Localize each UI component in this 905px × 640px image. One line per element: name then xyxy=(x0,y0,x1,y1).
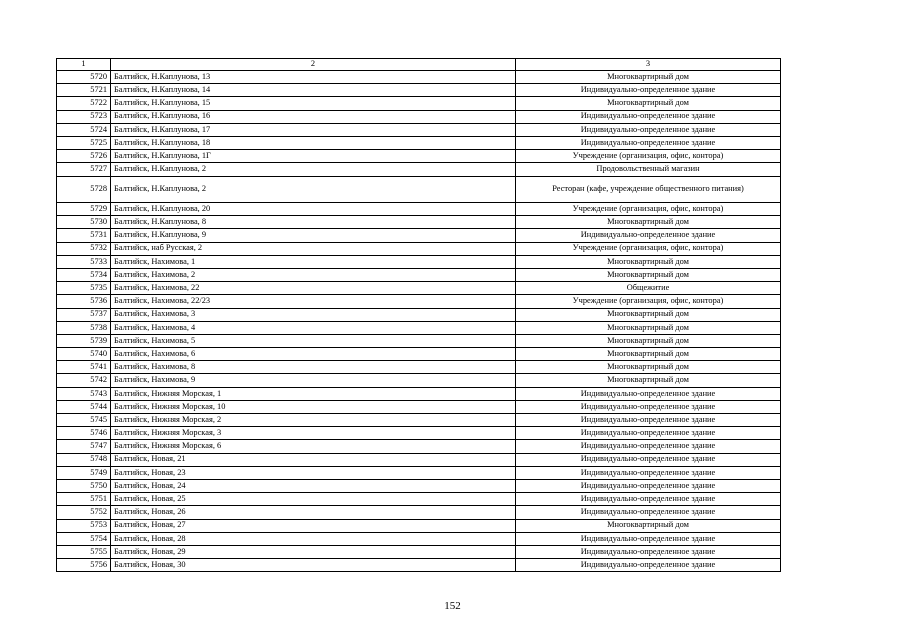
row-address: Балтийск, Н.Каплунова, 13 xyxy=(111,71,516,84)
row-number: 5747 xyxy=(57,440,111,453)
row-address: Балтийск, Нахимова, 22/23 xyxy=(111,295,516,308)
column-header-2: 2 xyxy=(111,59,516,71)
row-address: Балтийск, Новая, 25 xyxy=(111,493,516,506)
table-row xyxy=(57,440,781,453)
row-address: Балтийск, Новая, 27 xyxy=(111,519,516,532)
row-object-type: Продовольственный магазин xyxy=(516,163,781,176)
table-row xyxy=(57,427,781,440)
row-object-type: Многоквартирный дом xyxy=(516,348,781,361)
row-address: Балтийск, Нахимова, 4 xyxy=(111,321,516,334)
row-address: Балтийск, Новая, 26 xyxy=(111,506,516,519)
table-row xyxy=(57,400,781,413)
table-row xyxy=(57,545,781,558)
row-address: Балтийск, Н.Каплунова, 20 xyxy=(111,203,516,216)
column-header-row xyxy=(57,59,781,71)
table-row xyxy=(57,414,781,427)
table-row xyxy=(57,334,781,347)
row-number: 5752 xyxy=(57,506,111,519)
table-row xyxy=(57,493,781,506)
row-number: 5754 xyxy=(57,532,111,545)
row-address: Балтийск, Нижняя Морская, 6 xyxy=(111,440,516,453)
row-address: Балтийск, Н.Каплунова, 18 xyxy=(111,136,516,149)
row-object-type: Индивидуально-определенное здание xyxy=(516,532,781,545)
row-object-type: Индивидуально-определенное здание xyxy=(516,123,781,136)
row-address: Балтийск, Нахимова, 8 xyxy=(111,361,516,374)
row-object-type: Многоквартирный дом xyxy=(516,268,781,281)
row-address: Балтийск, Нижняя Морская, 1 xyxy=(111,387,516,400)
row-address: Балтийск, Нахимова, 5 xyxy=(111,334,516,347)
row-object-type: Индивидуально-определенное здание xyxy=(516,110,781,123)
row-object-type: Индивидуально-определенное здание xyxy=(516,440,781,453)
row-number: 5742 xyxy=(57,374,111,387)
row-object-type: Индивидуально-определенное здание xyxy=(516,414,781,427)
row-object-type: Учреждение (организация, офис, контора) xyxy=(516,203,781,216)
row-object-type: Индивидуально-определенное здание xyxy=(516,387,781,400)
row-address: Балтийск, Нижняя Морская, 3 xyxy=(111,427,516,440)
row-number: 5731 xyxy=(57,229,111,242)
table-row xyxy=(57,295,781,308)
row-address: Балтийск, Н.Каплунова, 16 xyxy=(111,110,516,123)
row-number: 5739 xyxy=(57,334,111,347)
table-row xyxy=(57,348,781,361)
table-row xyxy=(57,321,781,334)
row-address: Балтийск, Нижняя Морская, 2 xyxy=(111,414,516,427)
row-address: Балтийск, наб Русская, 2 xyxy=(111,242,516,255)
row-object-type: Индивидуально-определенное здание xyxy=(516,453,781,466)
row-object-type: Многоквартирный дом xyxy=(516,361,781,374)
row-address: Балтийск, Н.Каплунова, 9 xyxy=(111,229,516,242)
row-object-type: Индивидуально-определенное здание xyxy=(516,466,781,479)
row-number: 5744 xyxy=(57,400,111,413)
row-address: Балтийск, Новая, 23 xyxy=(111,466,516,479)
row-number: 5722 xyxy=(57,97,111,110)
table-row xyxy=(57,479,781,492)
row-object-type: Многоквартирный дом xyxy=(516,374,781,387)
row-object-type: Индивидуально-определенное здание xyxy=(516,84,781,97)
row-address: Балтийск, Нахимова, 3 xyxy=(111,308,516,321)
row-object-type: Многоквартирный дом xyxy=(516,71,781,84)
row-address: Балтийск, Н.Каплунова, 17 xyxy=(111,123,516,136)
row-number: 5724 xyxy=(57,123,111,136)
row-number: 5756 xyxy=(57,559,111,572)
table-row xyxy=(57,559,781,572)
row-object-type: Индивидуально-определенное здание xyxy=(516,427,781,440)
row-number: 5721 xyxy=(57,84,111,97)
row-number: 5746 xyxy=(57,427,111,440)
row-object-type: Учреждение (организация, офис, контора) xyxy=(516,150,781,163)
row-number: 5727 xyxy=(57,163,111,176)
table-row xyxy=(57,255,781,268)
table-row xyxy=(57,97,781,110)
registry-table-body xyxy=(57,59,781,572)
table-row xyxy=(57,150,781,163)
row-object-type: Многоквартирный дом xyxy=(516,519,781,532)
row-object-type: Индивидуально-определенное здание xyxy=(516,545,781,558)
row-object-type: Индивидуально-определенное здание xyxy=(516,506,781,519)
row-address: Балтийск, Н.Каплунова, 14 xyxy=(111,84,516,97)
row-number: 5729 xyxy=(57,203,111,216)
row-object-type: Учреждение (организация, офис, контора) xyxy=(516,295,781,308)
row-address: Балтийск, Нахимова, 1 xyxy=(111,255,516,268)
table-row xyxy=(57,506,781,519)
row-number: 5749 xyxy=(57,466,111,479)
row-number: 5734 xyxy=(57,268,111,281)
row-number: 5728 xyxy=(57,176,111,203)
row-number: 5745 xyxy=(57,414,111,427)
table-row xyxy=(57,361,781,374)
row-number: 5723 xyxy=(57,110,111,123)
row-object-type: Многоквартирный дом xyxy=(516,97,781,110)
column-header-1: 1 xyxy=(57,59,111,71)
row-object-type: Многоквартирный дом xyxy=(516,216,781,229)
row-address: Балтийск, Нижняя Морская, 10 xyxy=(111,400,516,413)
row-object-type: Индивидуально-определенное здание xyxy=(516,493,781,506)
row-object-type: Индивидуально-определенное здание xyxy=(516,400,781,413)
row-number: 5743 xyxy=(57,387,111,400)
row-object-type: Многоквартирный дом xyxy=(516,308,781,321)
table-row xyxy=(57,268,781,281)
row-address: Балтийск, Новая, 28 xyxy=(111,532,516,545)
table-row xyxy=(57,282,781,295)
row-address: Балтийск, Н.Каплунова, 2 xyxy=(111,163,516,176)
column-header-3: 3 xyxy=(516,59,781,71)
row-object-type: Многоквартирный дом xyxy=(516,255,781,268)
table-row xyxy=(57,71,781,84)
row-number: 5753 xyxy=(57,519,111,532)
row-number: 5735 xyxy=(57,282,111,295)
row-number: 5738 xyxy=(57,321,111,334)
table-row xyxy=(57,163,781,176)
row-number: 5751 xyxy=(57,493,111,506)
table-row xyxy=(57,453,781,466)
row-address: Балтийск, Нахимова, 22 xyxy=(111,282,516,295)
row-object-type: Индивидуально-определенное здание xyxy=(516,229,781,242)
registry-table xyxy=(56,58,781,572)
table-row xyxy=(57,216,781,229)
table-row xyxy=(57,519,781,532)
row-object-type: Учреждение (организация, офис, контора) xyxy=(516,242,781,255)
table-row xyxy=(57,532,781,545)
row-number: 5736 xyxy=(57,295,111,308)
row-number: 5720 xyxy=(57,71,111,84)
row-address: Балтийск, Нахимова, 9 xyxy=(111,374,516,387)
row-number: 5725 xyxy=(57,136,111,149)
row-address: Балтийск, Н.Каплунова, 15 xyxy=(111,97,516,110)
table-row xyxy=(57,110,781,123)
row-number: 5726 xyxy=(57,150,111,163)
row-object-type: Многоквартирный дом xyxy=(516,334,781,347)
row-number: 5748 xyxy=(57,453,111,466)
table-row xyxy=(57,136,781,149)
row-address: Балтийск, Новая, 30 xyxy=(111,559,516,572)
row-number: 5737 xyxy=(57,308,111,321)
table-row xyxy=(57,387,781,400)
table-row xyxy=(57,374,781,387)
row-number: 5750 xyxy=(57,479,111,492)
table-row xyxy=(57,203,781,216)
row-address: Балтийск, Новая, 24 xyxy=(111,479,516,492)
row-number: 5740 xyxy=(57,348,111,361)
table-row xyxy=(57,176,781,203)
row-number: 5755 xyxy=(57,545,111,558)
table-row xyxy=(57,242,781,255)
row-object-type: Индивидуально-определенное здание xyxy=(516,559,781,572)
row-object-type: Общежитие xyxy=(516,282,781,295)
row-object-type: Ресторан (кафе, учреждение общественного питания) xyxy=(516,176,781,203)
row-address: Балтийск, Нахимова, 6 xyxy=(111,348,516,361)
row-address: Балтийск, Н.Каплунова, 1Г xyxy=(111,150,516,163)
table-row xyxy=(57,123,781,136)
row-address: Балтийск, Нахимова, 2 xyxy=(111,268,516,281)
row-address: Балтийск, Новая, 29 xyxy=(111,545,516,558)
row-number: 5733 xyxy=(57,255,111,268)
row-number: 5741 xyxy=(57,361,111,374)
row-address: Балтийск, Н.Каплунова, 2 xyxy=(111,176,516,203)
table-row xyxy=(57,466,781,479)
table-row xyxy=(57,84,781,97)
row-address: Балтийск, Новая, 21 xyxy=(111,453,516,466)
table-row xyxy=(57,308,781,321)
row-object-type: Многоквартирный дом xyxy=(516,321,781,334)
table-row xyxy=(57,229,781,242)
row-number: 5732 xyxy=(57,242,111,255)
row-object-type: Индивидуально-определенное здание xyxy=(516,136,781,149)
row-address: Балтийск, Н.Каплунова, 8 xyxy=(111,216,516,229)
row-number: 5730 xyxy=(57,216,111,229)
row-object-type: Индивидуально-определенное здание xyxy=(516,479,781,492)
page-number: 152 xyxy=(444,600,461,612)
